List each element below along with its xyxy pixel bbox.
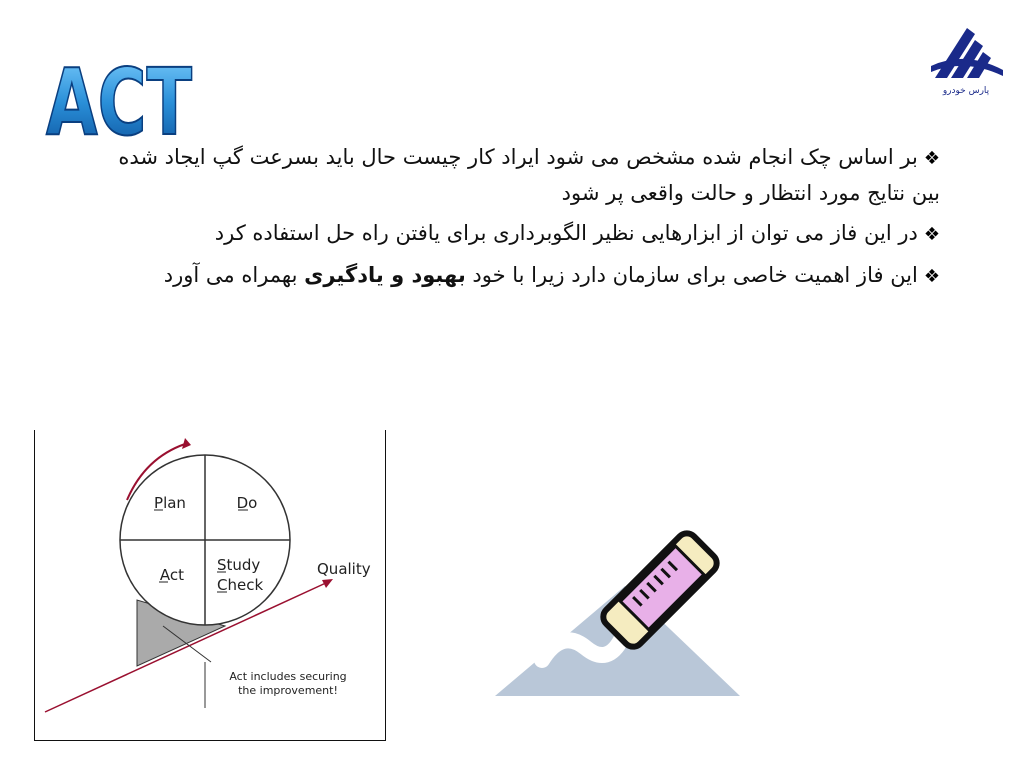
note-line-2: the improvement! [238, 684, 338, 697]
act-title [44, 49, 194, 156]
quadrant-check-label: Check [217, 576, 264, 594]
quadrant-do-label: Do [236, 494, 258, 512]
company-logo [925, 20, 1007, 102]
note-line-1: Act includes securing [229, 670, 347, 683]
diamond-bullet-icon: ❖ [923, 224, 940, 245]
quadrant-plan-label: Plan [154, 494, 186, 512]
bullet-item [100, 140, 940, 210]
logo-mark-icon [925, 20, 1007, 86]
bullet-list [100, 140, 940, 300]
bullet-item [100, 258, 940, 294]
quadrant-act-label: Act [159, 566, 185, 584]
diamond-bullet-icon: ❖ [923, 148, 940, 169]
bullet-text: بر اساس چک انجام شده مشخص می شود ایراد کار چیست حال باید بسرعت گپ ایجاد شده بین نتایج مورد انتظار و حالت واقعی پر شود [118, 145, 940, 205]
diamond-bullet-icon: ❖ [923, 266, 940, 287]
eraser-clipart [490, 520, 760, 700]
bullet-text: این فاز اهمیت خاصی برای سازمان دارد زیرا با خود [465, 263, 918, 287]
bullet-text-end: بهمراه می آورد [163, 263, 305, 287]
quadrant-study-label: Study [217, 556, 261, 574]
bullet-bold-text: بهبود و یادگیری [304, 263, 466, 287]
act-title-text: ACT [46, 49, 193, 156]
bullet-item [100, 216, 940, 252]
bullet-text: در این فاز می توان از ابزارهایی نظیر الگوبرداری برای یافتن راه حل استفاده کرد [214, 221, 918, 245]
pdca-diagram [34, 430, 386, 741]
logo-text: پارس خودرو [942, 86, 990, 96]
quality-label: Quality [317, 560, 371, 578]
